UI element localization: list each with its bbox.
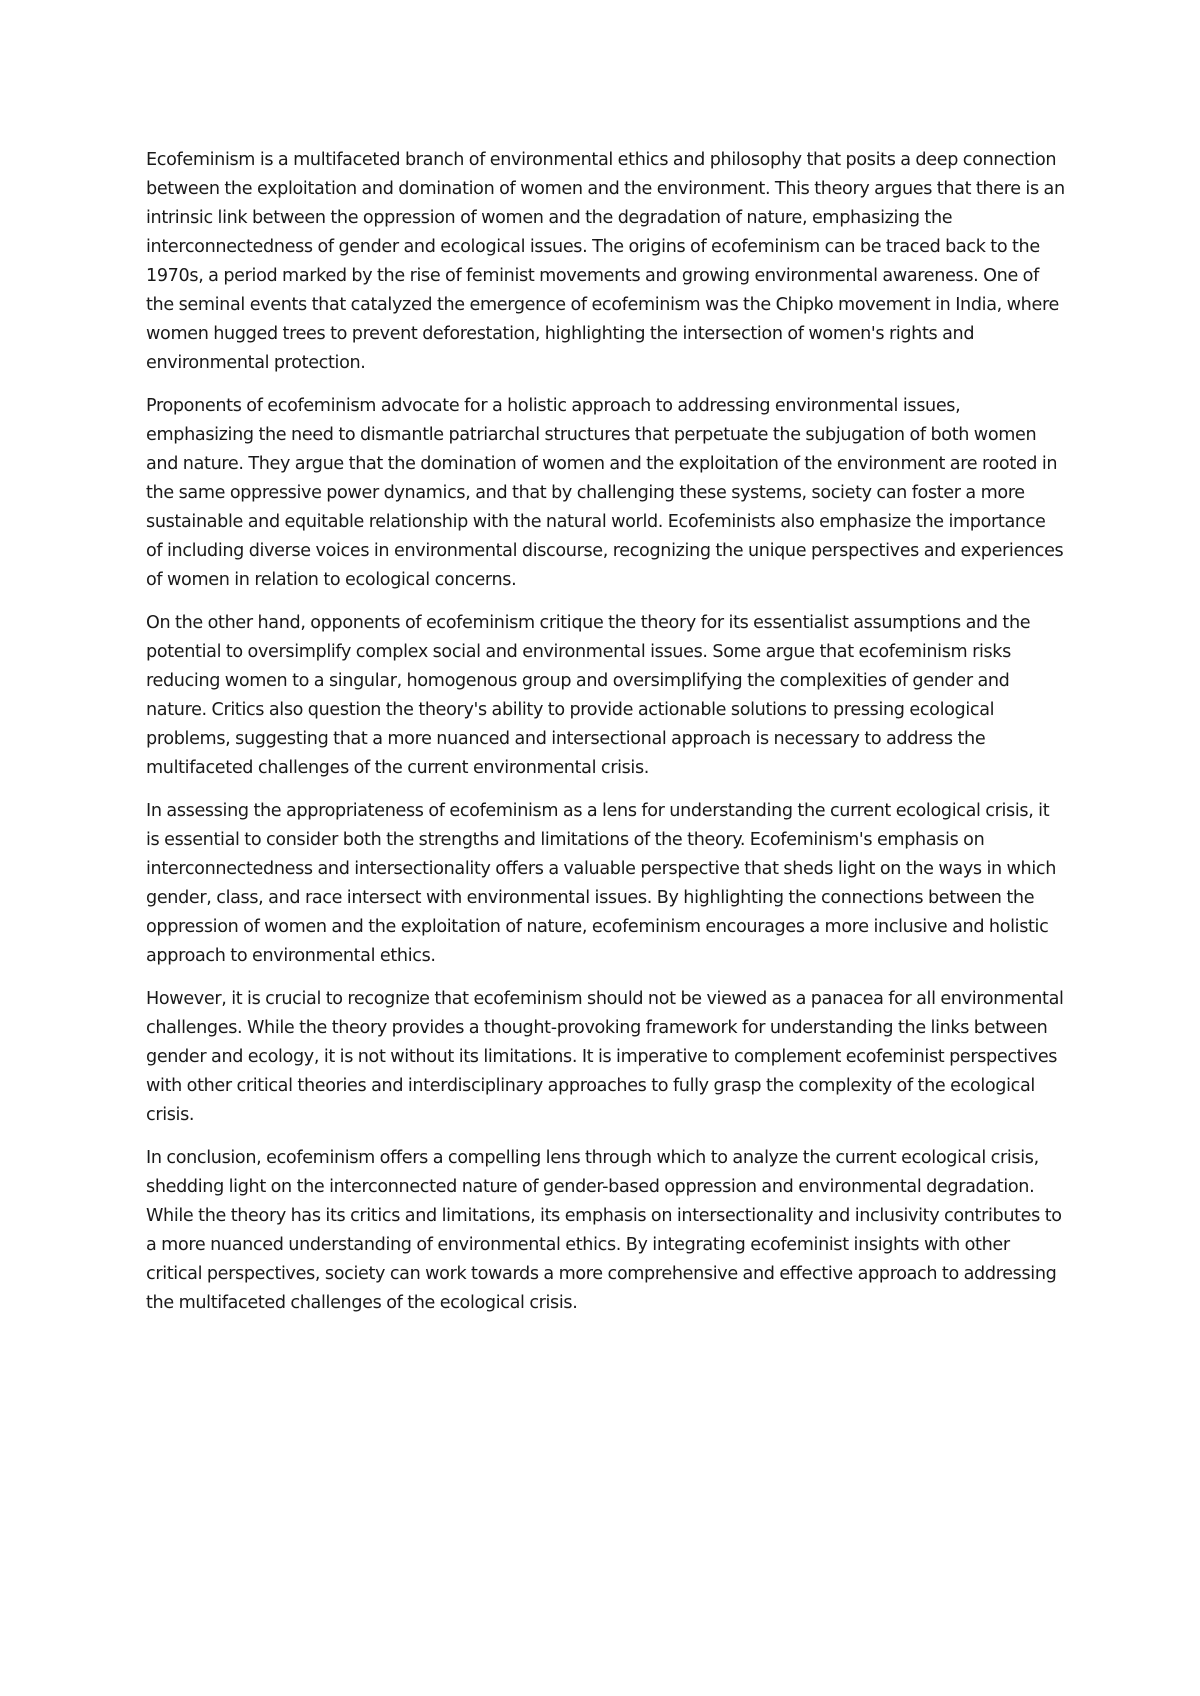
paragraph-limitations: However, it is crucial to recognize that ecofeminism should not be viewed as a panacea for all environmental challenges. While the theory provides a thought-provoking framework for understanding the links between gender and ecology, it is not without its limitations. It is imperative to complement ecofeminist perspectives with other critical theories and interdisciplinary approaches to fully grasp the complexity of the ecological crisis. bbox=[146, 989, 1064, 1125]
paragraph-conclusion: In conclusion, ecofeminism offers a compelling lens through which to analyze the current ecological crisis, shedding light on the interconnected nature of gender-based oppression and environmental degradation. While the theory has its critics and limitations, its emphasis on intersectionality and inclusivity contributes to a more nuanced understanding of environmental ethics. By integrating ecofeminist insights with other critical perspectives, society can work towards a more comprehensive and effective approach to addressing the multifaceted challenges of the ecological crisis. bbox=[146, 1148, 1062, 1313]
paragraph-assessment: In assessing the appropriateness of ecofeminism as a lens for understanding the current ecological crisis, it is essential to consider both the strengths and limitations of the theory. Ecofeminism's emphasis on interconnectedness and intersectionality offers a valuable perspective that sheds light on the ways in which gender, class, and race intersect with environmental issues. By highlighting the connections between the oppression of women and the exploitation of nature, ecofeminism encourages a more inclusive and holistic approach to environmental ethics. bbox=[146, 801, 1057, 966]
paragraph-opponents: On the other hand, opponents of ecofeminism critique the theory for its essentialist assumptions and the potential to oversimplify complex social and environmental issues. Some argue that ecofeminism risks reducing women to a singular, homogenous group and oversimplifying the complexities of gender and nature. Critics also question the theory's ability to provide actionable solutions to pressing ecological problems, suggesting that a more nuanced and intersectional approach is necessary to address the multifaceted challenges of the current environmental crisis. bbox=[146, 613, 1031, 778]
document-body bbox=[146, 146, 1066, 1332]
paragraph-proponents: Proponents of ecofeminism advocate for a holistic approach to addressing environmental issues, emphasizing the need to dismantle patriarchal structures that perpetuate the subjugation of both women and nature. They argue that the domination of women and the exploitation of the environment are rooted in the same oppressive power dynamics, and that by challenging these systems, society can foster a more sustainable and equitable relationship with the natural world. Ecofeminists also emphasize the importance of including diverse voices in environmental discourse, recognizing the unique perspectives and experiences of women in relation to ecological concerns. bbox=[146, 396, 1064, 590]
paragraph-introduction: Ecofeminism is a multifaceted branch of environmental ethics and philosophy that posits a deep connection between the exploitation and domination of women and the environment. This theory argues that there is an intrinsic link between the oppression of women and the degradation of nature, emphasizing the interconnectedness of gender and ecological issues. The origins of ecofeminism can be traced back to the 1970s, a period marked by the rise of feminist movements and growing environmental awareness. One of the seminal events that catalyzed the emergence of ecofeminism was the Chipko movement in India, where women hugged trees to prevent deforestation, highlighting the intersection of women's rights and environmental protection. bbox=[146, 150, 1065, 373]
